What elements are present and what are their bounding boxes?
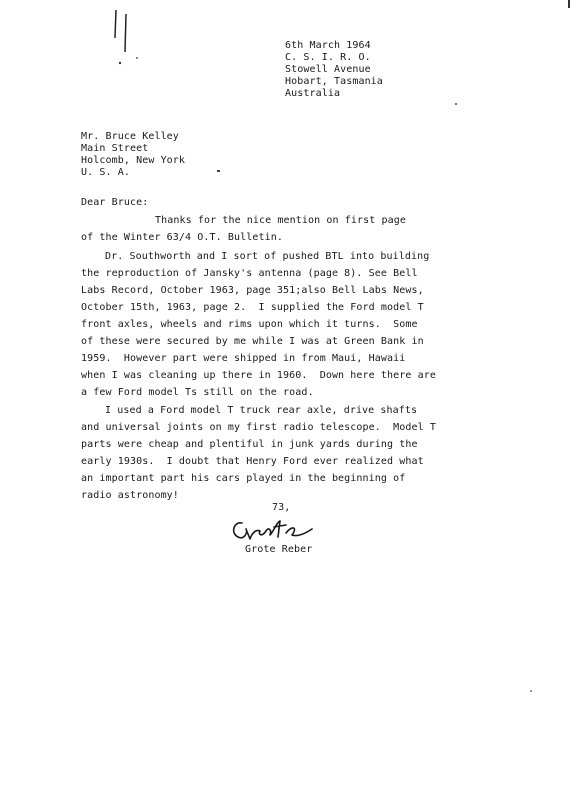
- letter-date: 6th March 1964: [285, 40, 371, 51]
- body-line: 1959. However part were shipped in from Maui, Hawaii: [81, 353, 406, 364]
- recipient-street: Main Street: [81, 143, 149, 154]
- body-line: parts were cheap and plentiful in junk yards during the: [81, 439, 418, 450]
- body-line: when I was cleaning up there in 1960. Down here there are: [81, 370, 436, 381]
- sender-city: Hobart, Tasmania: [285, 76, 383, 87]
- body-line: Thanks for the nice mention on first page: [155, 215, 406, 226]
- body-line: front axles, wheels and rims upon which it turns. Some: [81, 319, 418, 330]
- body-line: October 15th, 1963, page 2. I supplied the Ford model T: [81, 302, 424, 313]
- body-line: early 1930s. I doubt that Henry Ford ever realized what: [81, 456, 424, 467]
- body-line: of these were secured by me while I was at Green Bank in: [81, 336, 424, 347]
- sender-street: Stowell Avenue: [285, 64, 371, 75]
- recipient-country: U. S. A.: [81, 167, 130, 178]
- body-line: a few Ford model Ts still on the road.: [81, 387, 314, 398]
- sender-country: Australia: [285, 88, 341, 99]
- body-line: Dr. Southworth and I sort of pushed BTL into building: [105, 251, 430, 262]
- body-line: Labs Record, October 1963, page 351;also Bell Labs News,: [81, 285, 424, 296]
- edge-mark: [568, 0, 570, 8]
- signature-name: Grote Reber: [245, 544, 313, 555]
- recipient-name: Mr. Bruce Kelley: [81, 131, 179, 142]
- sender-org: C. S. I. R. O.: [285, 52, 371, 63]
- body-line: radio astronomy!: [81, 490, 179, 501]
- closing: 73,: [272, 502, 291, 513]
- body-line: of the Winter 63/4 O.T. Bulletin.: [81, 232, 283, 243]
- punch-marks: [112, 8, 142, 68]
- scan-speck: [455, 103, 457, 105]
- recipient-city: Holcomb, New York: [81, 155, 186, 166]
- scan-speck: [530, 690, 532, 692]
- body-line: I used a Ford model T truck rear axle, drive shafts: [105, 405, 418, 416]
- body-line: and universal joints on my first radio telescope. Model T: [81, 422, 436, 433]
- scan-speck: [217, 170, 220, 172]
- salutation: Dear Bruce:: [81, 197, 149, 208]
- handwritten-signature: [228, 515, 318, 545]
- body-line: an important part his cars played in the beginning of: [81, 473, 406, 484]
- body-line: the reproduction of Jansky's antenna (page 8). See Bell: [81, 268, 418, 279]
